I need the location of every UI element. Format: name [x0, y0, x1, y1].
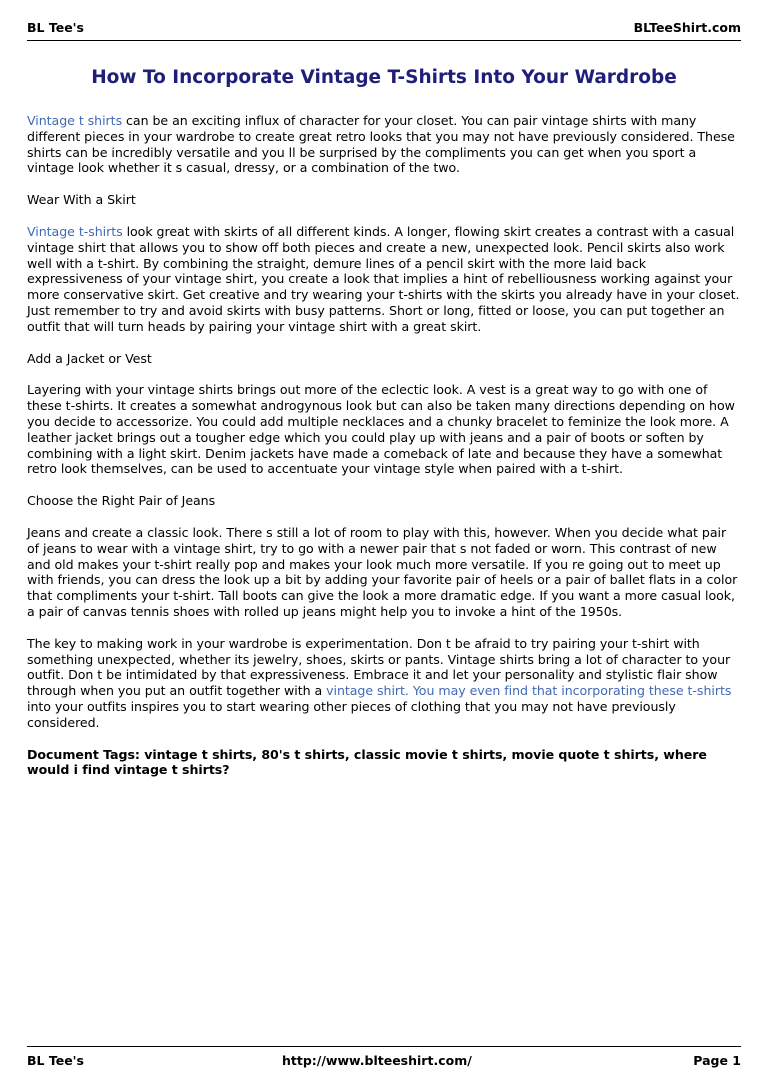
- page-title: How To Incorporate Vintage T-Shirts Into Your Wardrobe: [91, 67, 677, 88]
- paragraph-text: into your outfits inspires you to start wearing other pieces of clothing that you may not have previously considered.: [27, 698, 676, 730]
- paragraph-jeans: Jeans and create a classic look. There s still a lot of room to play with this, however. When you decide what pair of jeans to wear with a vintage shirt, try to go with a newer pair that s not faded or worn. This contrast of new and old makes your t-shirt really pop and makes your look much more versatile. If you re going out to meet up with friends, you can dress the look up a bit by adding your favorite pair of heels or a pair of ballet flats in a color that compliments your t-shirt. Tall boots can give the look a more dramatic edge. If you want a more casual look, a pair of canvas tennis shoes with rolled up jeans might help you to invoke a hint of the 1950s.: [27, 524, 738, 619]
- paragraph-text: look great with skirts of all different kinds. A longer, flowing skirt creates a contrast with a casual vintage shirt that allows you to show off both pieces and create a new, unexpected look. Pencil skirts also work well with a t-shirt. By combining the straight, demure lines of a pencil skirt with the more laid back expressiveness of your vintage shirt, you create a look that implies a hint of rebelliousness working against your more conservative skirt. Get creative and try wearing your t-shirts with the skirts you already have in your closet. Just remember to try and avoid skirts with busy patterns. Short or long, fitted or loose, you can put together an outfit that will turn heads by pairing your vintage shirt with a great skirt.: [27, 223, 740, 334]
- footer-url-link[interactable]: http://www.blteeshirt.com/: [282, 1053, 472, 1068]
- paragraph-skirt: [27, 224, 741, 335]
- paragraph-intro: [27, 113, 741, 176]
- header-brand: BL Tee's: [27, 20, 84, 35]
- section-heading-jeans: Choose the Right Pair of Jeans: [27, 493, 216, 509]
- vintage-t-shirts-link[interactable]: Vintage t shirts: [27, 113, 123, 128]
- article-body: [27, 113, 741, 794]
- paragraph-text: The key to making work in your wardrobe is experimentation. Don t be afraid to try pairing your t-shirt with something unexpected, whether its jewelry, shoes, skirts or pants. Vintage shirts bring a lot of character to your outfit. Don t be intimidated by that expressiveness. Embrace it and let your personality and stylistic flair show through when you put an outfit together with a: [27, 635, 731, 699]
- paragraph-text: can be an exciting influx of character for your closet. You can pair vintage shirts with many different pieces in your wardrobe to create great retro looks that you may not have previously considered. These shirts can be incredibly versatile and you ll be surprised by the compliments you can get when you sport a vintage look whether it s casual, dressy, or a combination of the two.: [27, 113, 735, 176]
- page-footer: [27, 1046, 741, 1067]
- paragraph-jacket: Layering with your vintage shirts brings out more of the eclectic look. A vest is a great way to go with one of these t-shirts. It creates a somewhat androgynous look but can also be taken many directions depending on how you decide to accessorize. You could add multiple necklaces and a chunky bracelet to feminize the look more. A leather jacket brings out a tougher edge which you could play up with jeans and a pair of boots or soften by combining with a light skirt. Denim jackets have made a comeback of late and because they have a somewhat retro look themselves, can be used to accentuate your vintage style when paired with a t-shirt.: [27, 382, 735, 477]
- paragraph-conclusion: [27, 636, 741, 731]
- vintage-shirt-link[interactable]: vintage shirt. You may even find that incorporating these t-shirts: [326, 683, 732, 699]
- section-heading-jacket: Add a Jacket or Vest: [27, 350, 152, 366]
- vintage-t-shirts-link-2[interactable]: Vintage t-shirts: [27, 223, 123, 239]
- header-site: BLTeeShirt.com: [633, 20, 741, 35]
- footer-brand: BL Tee's: [27, 1053, 84, 1068]
- page-header: [27, 18, 741, 41]
- page-number: Page 1: [693, 1053, 741, 1068]
- document-tags: Document Tags: vintage t shirts, 80's t shirts, classic movie t shirts, movie quote t shirts, where would i find vintage t shirts?: [27, 746, 707, 778]
- section-heading-skirt: Wear With a Skirt: [27, 192, 136, 208]
